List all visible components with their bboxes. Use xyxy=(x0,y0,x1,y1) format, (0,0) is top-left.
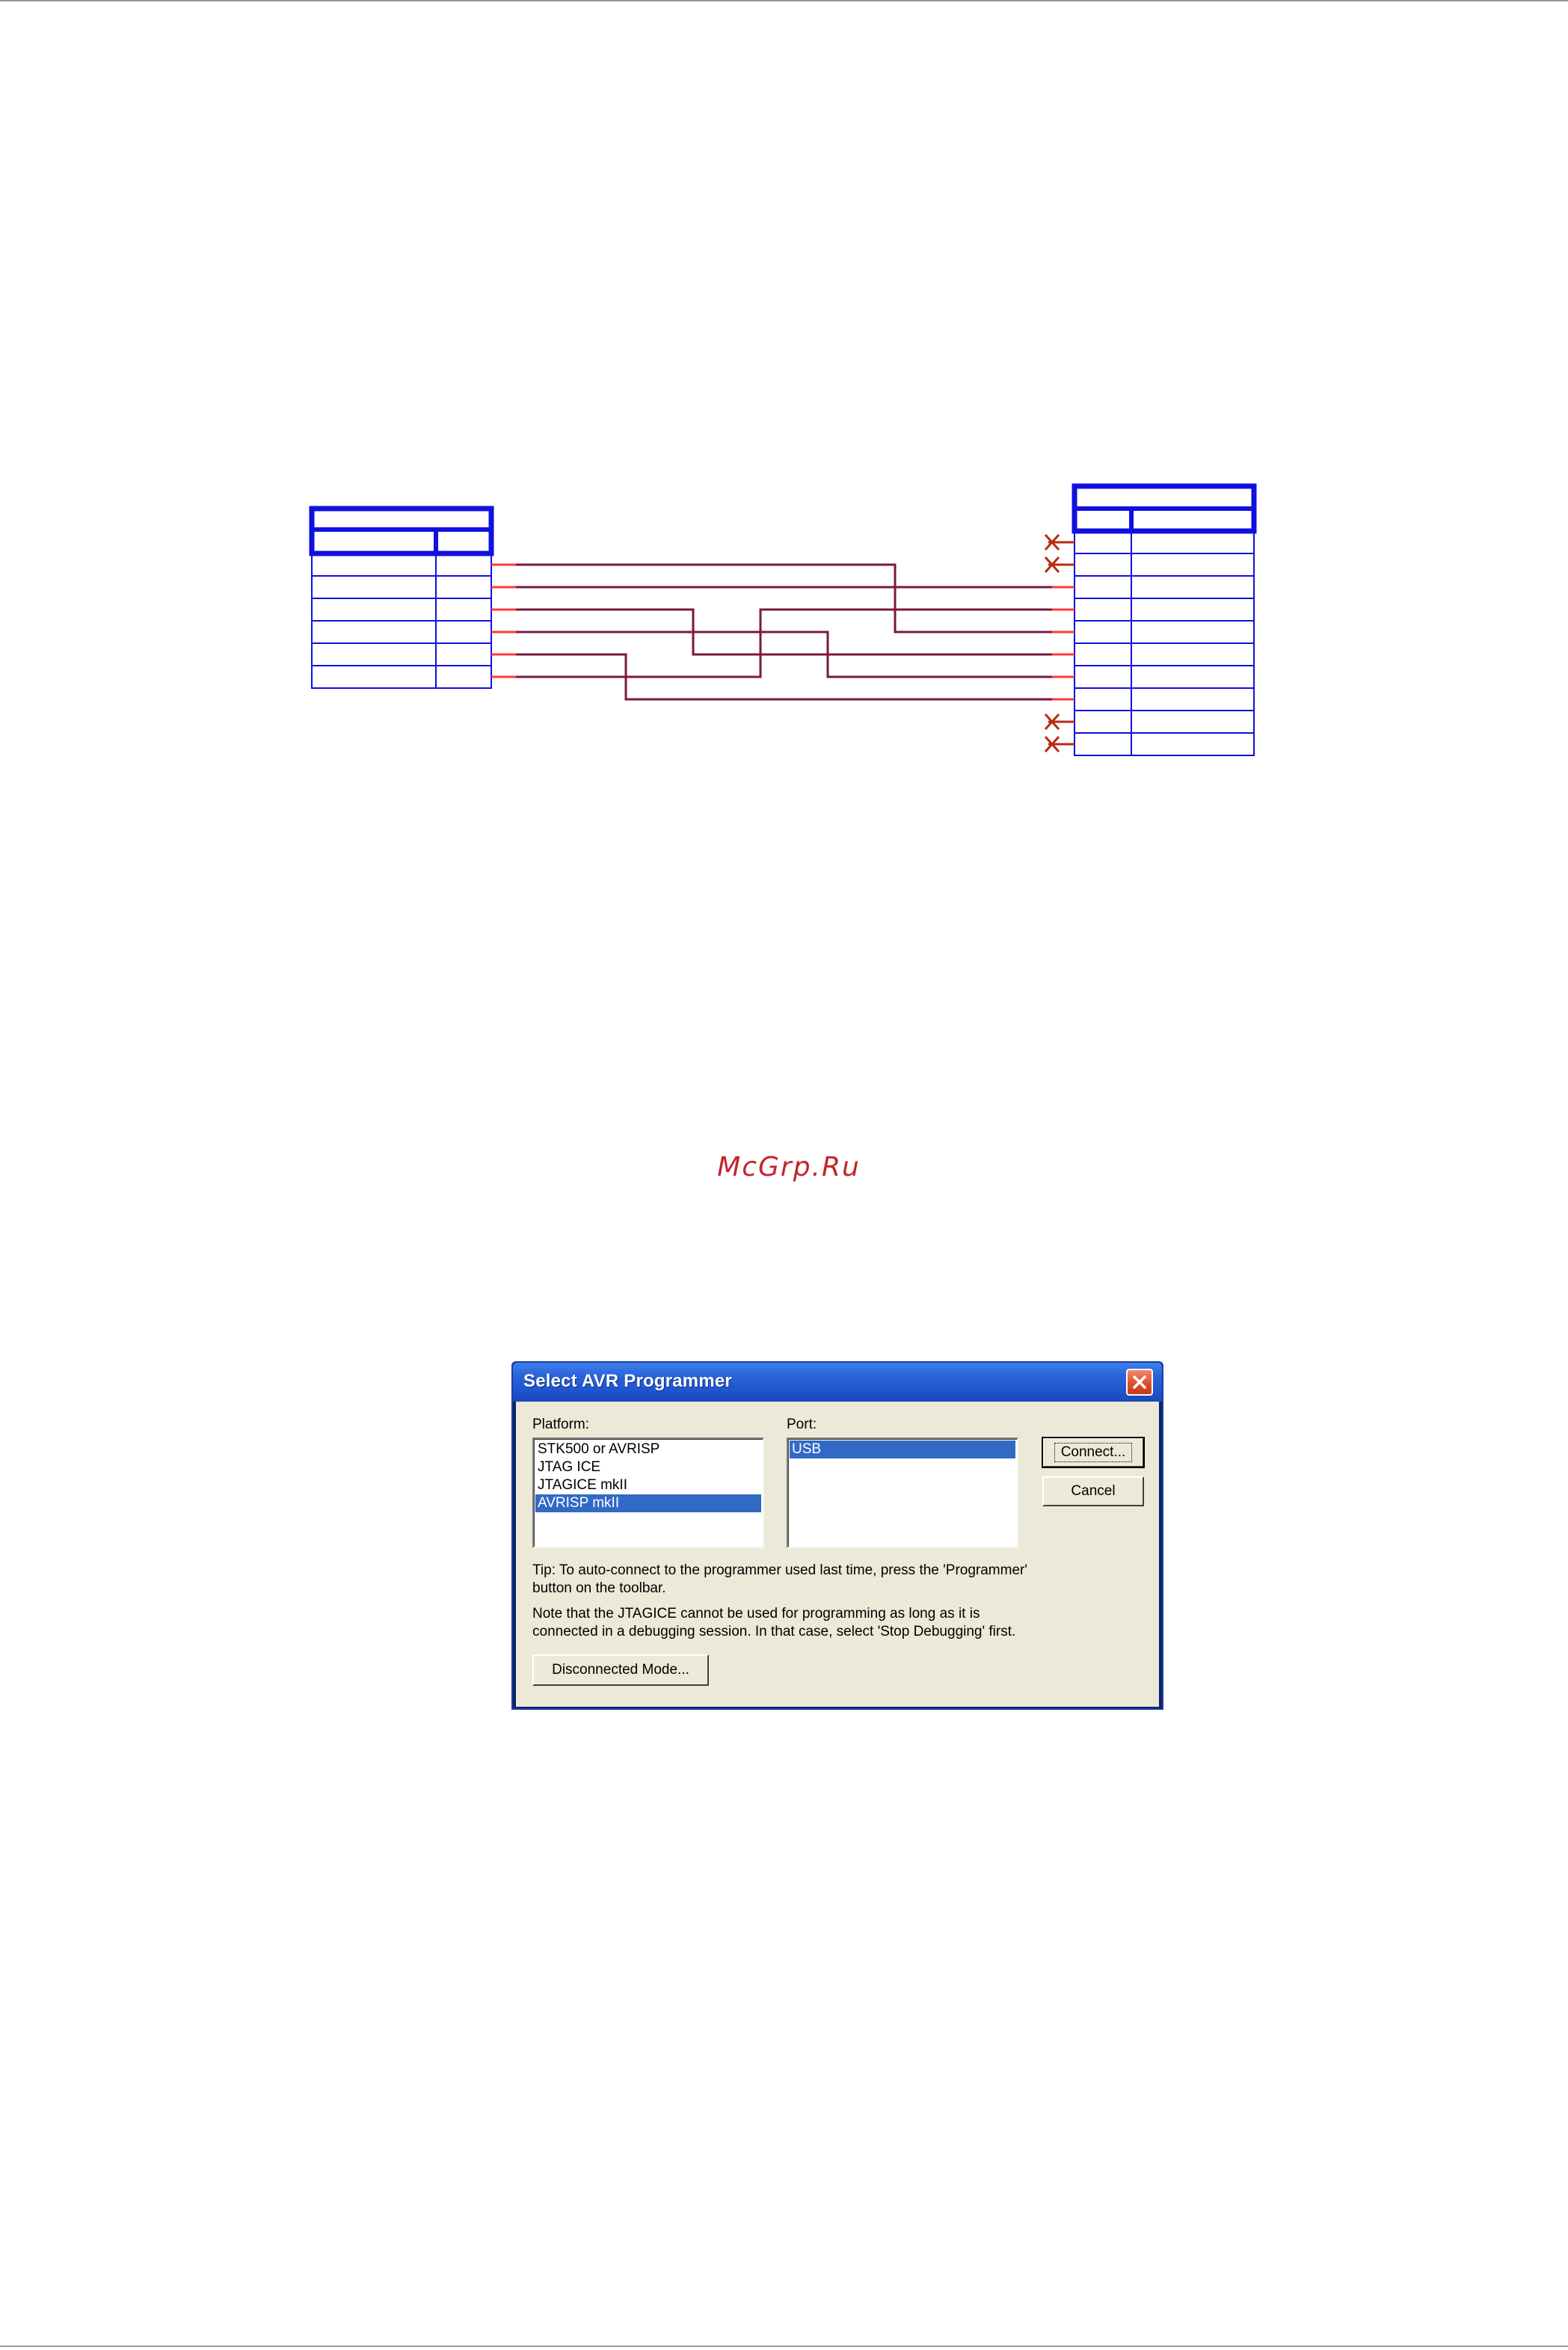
platform-listbox[interactable] xyxy=(532,1438,764,1548)
note-line-1: Note that the JTAGICE cannot be used for programming as long as it is xyxy=(532,1606,980,1622)
tip-line-1: Tip: To auto-connect to the programmer used last time, press the 'Programmer' xyxy=(532,1562,1027,1578)
port-option-selected[interactable]: USB xyxy=(790,1441,1015,1458)
connect-button-label: Connect... xyxy=(1054,1443,1133,1462)
dialog-client-area xyxy=(516,1402,1159,1707)
wire-6 xyxy=(516,610,1052,677)
watermark: McGrp.Ru xyxy=(717,1152,861,1182)
close-button[interactable] xyxy=(1126,1369,1153,1396)
cancel-button-label: Cancel xyxy=(1071,1483,1116,1499)
left-pin-stubs xyxy=(491,565,516,677)
dialog-titlebar[interactable] xyxy=(513,1363,1162,1402)
wires xyxy=(516,565,1052,699)
wiring-diagram xyxy=(0,0,1568,823)
page-bottom-rule xyxy=(0,2346,1568,2347)
right-connector xyxy=(1074,486,1254,755)
close-x-icon xyxy=(1131,1374,1148,1390)
platform-option[interactable]: STK500 or AVRISP xyxy=(538,1441,660,1457)
connect-button[interactable] xyxy=(1042,1438,1144,1467)
disconnected-mode-label: Disconnected Mode... xyxy=(552,1662,689,1678)
wire-1 xyxy=(516,565,1052,632)
platform-option-selected[interactable]: AVRISP mkII xyxy=(535,1494,761,1512)
platform-option[interactable]: JTAG ICE xyxy=(538,1459,601,1475)
tip-line-2: button on the toolbar. xyxy=(532,1580,666,1596)
dialog-title: Select AVR Programmer xyxy=(523,1371,732,1391)
left-connector xyxy=(312,509,491,688)
note-line-2: connected in a debugging session. In that case, select 'Stop Debugging' first. xyxy=(532,1624,1016,1639)
port-label: Port: xyxy=(787,1417,817,1432)
platform-option[interactable]: JTAGICE mkII xyxy=(538,1477,627,1493)
nc-markers xyxy=(1045,535,1074,752)
right-pin-stubs xyxy=(1052,587,1074,699)
select-avr-programmer-dialog xyxy=(511,1361,1163,1710)
port-listbox[interactable] xyxy=(787,1438,1018,1548)
platform-label: Platform: xyxy=(532,1417,590,1432)
disconnected-mode-button[interactable] xyxy=(532,1654,709,1686)
cancel-button[interactable] xyxy=(1042,1476,1144,1506)
